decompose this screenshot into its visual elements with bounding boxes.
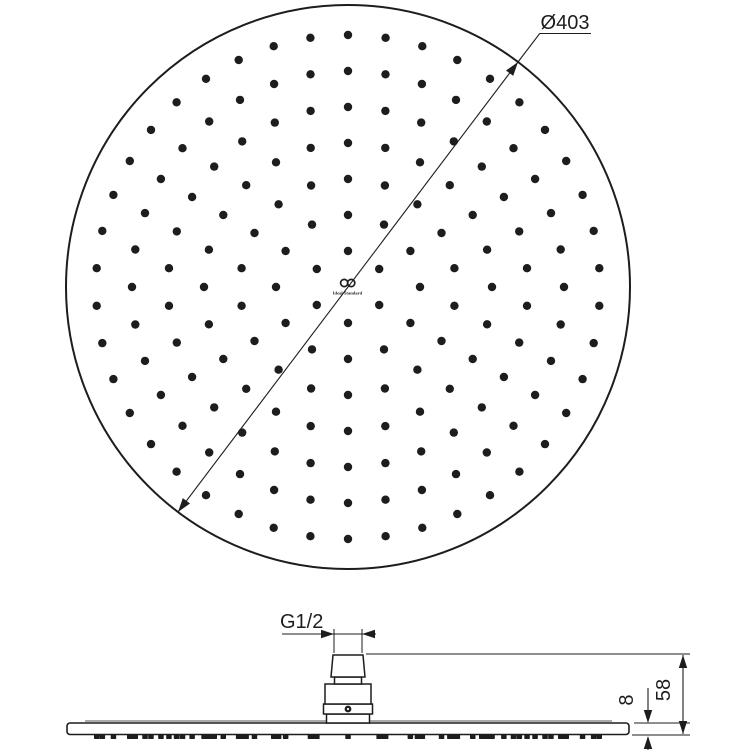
nozzle-dot [272,408,280,416]
nozzle-dot [483,117,491,125]
diameter-label: Ø403 [540,12,590,34]
side-nozzle-mark [511,735,517,740]
nozzle-dot [416,283,424,291]
side-nozzle-mark [376,735,382,740]
side-view [67,611,690,750]
nozzle-dot [128,283,136,291]
side-nozzle-mark [148,735,154,740]
nozzle-dot [562,409,570,417]
nozzle-dot [381,422,389,430]
nozzle-dot [272,158,280,166]
side-nozzle-mark [166,735,172,740]
nozzle-dot [236,470,244,478]
nozzle-dot [131,245,139,253]
nozzle-dot [344,211,352,219]
nozzle-dot [178,144,186,152]
nozzle-dot [418,80,426,88]
diameter-leader-line [518,34,591,63]
set-screw-center-icon [347,708,349,710]
thickness-arrowhead-upper-icon [644,710,652,723]
nozzle-dot [308,345,316,353]
side-nozzle-mark [236,735,249,740]
nozzle-dot [308,220,316,228]
nozzle-dot [446,385,454,393]
side-nozzle-mark [158,735,164,740]
nozzle-dot [306,70,314,78]
nozzle-dot [515,468,523,476]
side-nozzle-mark [314,735,320,740]
nozzle-dot [271,118,279,126]
nozzle-dot [406,319,414,327]
side-nozzle-mark [580,735,586,740]
nozzle-dot [381,144,389,152]
nozzle-dot [157,175,165,183]
nozzle-dot [250,337,258,345]
nozzle-dot [380,220,388,228]
side-nozzle-mark [100,735,106,740]
thickness-label: 8 [616,694,638,706]
nozzle-dot [172,98,180,106]
side-nozzle-mark [345,735,351,740]
nozzle-dot [381,181,389,189]
nozzle-dot [126,157,134,165]
nozzle-dot [381,459,389,467]
side-nozzle-mark [127,735,138,740]
nozzle-dot [242,181,250,189]
nozzle-dot [306,107,314,115]
nozzle-dot [344,247,352,255]
nozzle-dot [381,107,389,115]
nozzle-dot [381,384,389,392]
nozzle-dot [274,200,282,208]
diameter-arrowhead-lower-left-icon [178,498,190,512]
connector-thread [331,655,365,677]
nozzle-dot [344,463,352,471]
nozzle-dot [381,496,389,504]
nozzle-dot [418,42,426,50]
nozzle-dot [486,75,494,83]
nozzle-dot [509,144,517,152]
nozzle-dot [307,422,315,430]
nozzle-dot [531,391,539,399]
nozzle-dot [418,486,426,494]
nozzle-dot [344,103,352,111]
side-nozzle-mark [142,735,148,740]
nozzle-dot [381,532,389,540]
nozzle-dot [219,211,227,219]
nozzle-dot [469,355,477,363]
nozzle-dot [375,301,383,309]
nozzle-dot [281,319,289,327]
nozzle-dot [313,301,321,309]
nozzle-dot [344,427,352,435]
nozzle-dot [500,373,508,381]
height-arrowhead-top-icon [679,655,687,668]
nozzle-dot [172,468,180,476]
nozzle-dot [205,320,213,328]
nozzle-dot [595,264,603,272]
side-nozzles [94,735,602,740]
nozzle-dot [557,245,565,253]
nozzle-dot [547,209,555,217]
nozzle-dot [306,34,314,42]
nozzle-dot [219,355,227,363]
nozzle-dot [590,227,598,235]
nozzle-dot [210,403,218,411]
side-nozzle-mark [308,735,315,740]
nozzle-dot [306,496,314,504]
side-nozzle-mark [484,735,495,740]
nozzle-dot [147,440,155,448]
nozzle-dot [344,67,352,75]
side-nozzle-mark [271,735,281,740]
nozzle-dot [141,209,149,217]
nozzle-dot [375,265,383,273]
nozzle-dot [483,246,491,254]
connector-neck [335,677,362,684]
nozzle-dot [413,200,421,208]
nozzle-dot [416,158,424,166]
side-nozzle-mark [524,735,530,740]
nozzle-dot [173,227,181,235]
side-nozzle-mark [221,735,227,740]
nozzle-dot [515,338,523,346]
nozzle-dot [344,355,352,363]
nozzle-dot [478,162,486,170]
side-nozzle-mark [189,735,195,740]
nozzle-dot [344,139,352,147]
nozzle-dot [344,319,352,327]
side-nozzle-mark [252,735,258,740]
side-nozzle-mark [558,735,569,740]
diameter-dimension-line [178,62,518,512]
nozzle-dot [242,385,250,393]
nozzle-dot [238,137,246,145]
nozzle-dot [126,409,134,417]
side-nozzle-mark [381,735,388,740]
nozzle-dot [93,302,101,310]
nozzle-dot [523,302,531,310]
nozzle-dot [272,283,280,291]
nozzle-dot [483,448,491,456]
connector-flange [327,714,370,723]
nozzle-dot [344,175,352,183]
side-nozzle-mark [591,735,597,740]
nozzle-dot [93,264,101,272]
nozzle-dot [270,80,278,88]
nozzle-dot [236,96,244,104]
nozzle-dot [98,227,106,235]
diameter-dimension [178,12,591,512]
side-nozzle-mark [447,735,460,740]
nozzle-dot [235,510,243,518]
nozzle-dot [452,470,460,478]
nozzle-dot [413,366,421,374]
nozzle-dot [515,227,523,235]
nozzle-dot [437,337,445,345]
side-nozzle-mark [94,735,100,740]
shower-plate-profile [67,723,629,735]
nozzle-dot [307,384,315,392]
nozzle-dot [271,447,279,455]
nozzle-dot [562,157,570,165]
nozzle-dot [188,373,196,381]
nozzle-dot [270,42,278,50]
nozzle-dot [541,126,549,134]
nozzle-dot [523,264,531,272]
nozzle-dot [237,264,245,272]
nozzle-dot [483,320,491,328]
thread-dimension [280,611,376,653]
nozzle-dot [531,175,539,183]
nozzle-dot [578,191,586,199]
nozzle-dot [210,162,218,170]
nozzle-dot [478,403,486,411]
connector-body [325,684,371,704]
nozzle-dot [141,357,149,365]
nozzle-dot [157,391,165,399]
nozzle-dot [547,357,555,365]
side-nozzle-mark [212,735,218,740]
side-nozzle-mark [201,735,212,740]
nozzle-dot [453,510,461,518]
nozzle-dot [380,345,388,353]
nozzle-dot [437,229,445,237]
nozzle-dot [250,229,258,237]
side-nozzle-mark [479,735,485,740]
side-nozzle-mark [542,735,548,740]
nozzle-dot [418,524,426,532]
nozzle-dot [560,283,568,291]
diameter-arrowhead-upper-right-icon [506,62,518,76]
top-view [66,5,630,569]
thickness-arrowhead-lower-icon [644,736,652,749]
side-nozzle-mark [174,735,180,740]
nozzle-dot [270,524,278,532]
nozzle-dot [131,320,139,328]
logo-ring-left-icon [341,279,348,286]
nozzle-dot [98,339,106,347]
nozzle-dot [307,181,315,189]
nozzle-dot [313,265,321,273]
nozzle-dot [509,422,517,430]
nozzle-dot [595,302,603,310]
nozzle-dot [202,75,210,83]
nozzle-dot [452,96,460,104]
side-nozzle-mark [439,735,445,740]
nozzle-dot [173,338,181,346]
nozzle-dot [416,408,424,416]
nozzle-dot [469,211,477,219]
nozzle-dot [200,283,208,291]
side-nozzle-mark [470,735,476,740]
nozzle-dot [270,486,278,494]
nozzle-dot [500,193,508,201]
thread-label: G1/2 [280,611,324,633]
side-nozzle-mark [501,735,507,740]
side-nozzle-mark [111,735,117,740]
nozzle-dot [344,535,352,543]
nozzle-dot [515,98,523,106]
nozzle-dot [344,499,352,507]
nozzle-dot [450,302,458,310]
nozzle-dot [446,181,454,189]
nozzle-dot [205,117,213,125]
nozzle-dot [344,391,352,399]
side-nozzle-mark [408,735,414,740]
nozzle-dot [188,193,196,201]
nozzle-dot [486,491,494,499]
nozzle-dot [306,459,314,467]
nozzle-dot [235,56,243,64]
nozzle-dot [205,246,213,254]
nozzle-dot [109,375,117,383]
nozzle-dot [381,70,389,78]
nozzle-dot [165,302,173,310]
nozzle-dot [406,247,414,255]
nozzle-dot [450,264,458,272]
nozzle-dot [381,34,389,42]
nozzle-dot [237,302,245,310]
height-label: 58 [653,678,675,702]
side-nozzle-mark [180,735,186,740]
side-nozzle-mark [415,735,425,740]
nozzle-dot [417,447,425,455]
nozzle-dot [205,448,213,456]
side-nozzle-mark [548,735,554,740]
nozzle-dot [541,440,549,448]
side-nozzle-mark [283,735,289,740]
nozzle-dot [274,366,282,374]
connector [324,655,373,723]
thread-arrowhead-right-icon [362,630,375,638]
nozzle-dot [450,428,458,436]
nozzle-dot [590,339,598,347]
nozzle-dot [147,126,155,134]
nozzle-dot [238,428,246,436]
nozzle-dot [488,283,496,291]
nozzle-dot [450,137,458,145]
nozzle-dot [557,320,565,328]
side-nozzle-mark [597,735,603,740]
side-nozzle-mark [532,735,538,740]
nozzle-dot [202,491,210,499]
nozzle-dot [417,118,425,126]
logo-wordmark: Ideal Standard [332,290,363,296]
nozzle-dot [578,375,586,383]
side-nozzle-mark [516,735,522,740]
nozzle-dot [344,31,352,39]
nozzle-dot [307,144,315,152]
nozzle-dot [165,264,173,272]
nozzle-dot [453,56,461,64]
nozzle-dot [306,532,314,540]
nozzle-dot [281,247,289,255]
nozzle-dot [109,191,117,199]
nozzle-dot [178,422,186,430]
